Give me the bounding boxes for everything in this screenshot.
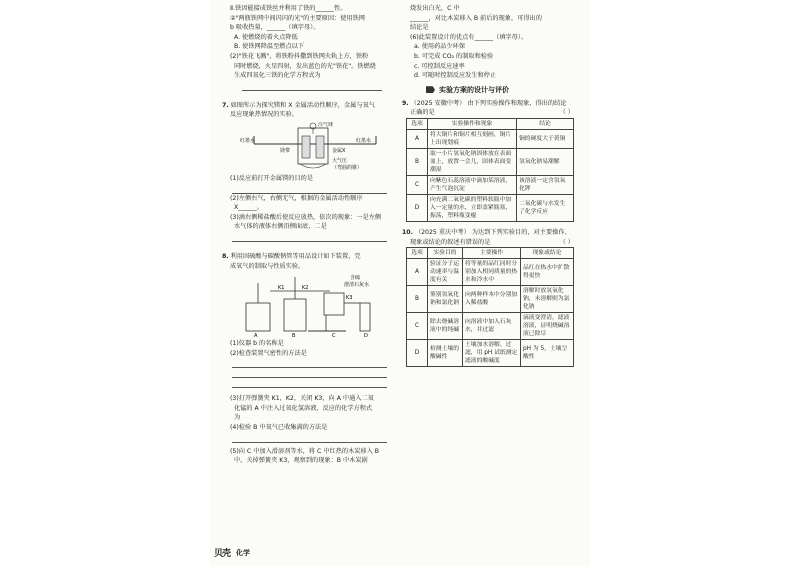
q8-cont-line: 烧发出白光，C 中	[410, 5, 460, 12]
table-header: 实验目的	[428, 248, 463, 259]
table-cell: 除去烧碱溶液中的纯碱	[428, 313, 463, 340]
table-cell: 二氧化碳与水发生了化学反应	[517, 194, 574, 221]
q9-number: 9.	[402, 99, 409, 107]
table-row	[407, 148, 574, 175]
diagram-label: 澄清石灰水	[344, 282, 370, 289]
q8-part5-line: (5)向 C 中加入滑溶剂等水，将 C 中红热的木炭移入 B	[230, 447, 380, 455]
q7-part1: (1)反应前打开金属镁的目的是	[230, 174, 314, 182]
diagram-label: 红墨水	[356, 137, 372, 144]
answer-line[interactable]	[232, 368, 387, 378]
table-cell: C	[407, 313, 428, 340]
q8-part3-line: 为	[234, 414, 241, 422]
answer-line[interactable]	[232, 358, 387, 368]
q6-part2-line: 生成四氧化三铁的化学方程式为	[234, 72, 321, 80]
diagram-label: （弯曲的锥）	[332, 164, 363, 171]
answer-line[interactable]	[232, 378, 387, 388]
answer-line[interactable]	[232, 232, 387, 242]
table-row	[407, 286, 574, 313]
table-row	[407, 313, 574, 340]
q8-line	[222, 252, 398, 262]
table-cell: D	[407, 340, 428, 367]
table-cell: 验证分子运动速率与温度有关	[428, 259, 463, 286]
diagram-label: 大气压	[332, 157, 348, 164]
table-cell: 向溶液中加入石灰水，并过滤	[463, 313, 521, 340]
q7-part3-line: 水气体的液体右侧沿侧面底，二是	[234, 223, 327, 231]
q8-part6: (6)此装置设计的优点有______（填字母）。	[410, 33, 528, 41]
q9-source: （2025 安徽中考）	[410, 99, 466, 107]
q8-apparatus-diagram	[240, 273, 390, 337]
q8-part3-line: (3)打开弹簧夹 K1，K2，关闭 K3，向 A 中通入二氧	[230, 395, 374, 403]
diagram-label: K3	[346, 295, 353, 302]
table-cell: B	[407, 148, 428, 175]
answer-line[interactable]	[232, 433, 387, 443]
q8-part2: (2)检查装置气密性的方法是	[230, 349, 307, 357]
q7-number: 7.	[222, 101, 229, 109]
table-cell: D	[407, 194, 428, 221]
q6-line: Ⅱ.铁因能接成铁丝并利用了铁的______性。	[230, 5, 347, 12]
section-heading	[426, 85, 580, 95]
diagram-label: K1	[278, 285, 285, 292]
table-cell: 鉴别氢氧化钠和氯化钠	[428, 286, 463, 313]
table-header: 主要操作	[463, 248, 521, 259]
q7-line	[222, 101, 398, 111]
q10-source: （2025 重庆中考）	[414, 228, 470, 236]
table-row	[407, 129, 574, 148]
left-column	[222, 4, 398, 466]
diagram-label: 金属X	[332, 147, 346, 154]
q8-part5-line: 中，关掉弹簧夹 K3，观察到的现象：B 中木炭剧	[234, 457, 368, 465]
table-cell: A	[407, 259, 428, 286]
section-title: 实验方案的设计与评价	[439, 85, 509, 94]
table-header-row	[407, 118, 574, 129]
table-cell: 向紫色石蕊溶液中滴加某溶液，产生气泡沉淀	[428, 175, 517, 194]
table-header: 实验操作和现象	[428, 118, 517, 129]
q9-stem-end: 正确的是	[410, 109, 435, 117]
publisher-logo: 贝壳	[214, 549, 231, 559]
answer-parentheses[interactable]: （ ）	[559, 238, 574, 246]
table-cell: 将等量的品红同时分别加入相同质量的热水和冷水中	[463, 259, 521, 286]
q8-part3-line: 化锰的 A 中注入过氧化氢溶液，反应的化学方程式	[234, 404, 373, 412]
q10-stem: 为达到下列实验目的，对主要操作、	[471, 228, 571, 236]
answer-line[interactable]	[232, 184, 387, 194]
table-row	[407, 194, 574, 221]
arrow-icon	[426, 86, 435, 93]
q6-part2-line: (2)"铁花飞溅"，将铁粉抖撒到铁网火轨上方，铁粉	[230, 52, 369, 60]
right-column	[402, 4, 580, 367]
q8-number: 8.	[222, 252, 229, 260]
q10-number: 10.	[402, 228, 413, 236]
q10-line	[402, 228, 580, 238]
page-footer	[214, 546, 304, 559]
diagram-label: 红墨水	[240, 137, 256, 144]
q8-part1: (1)仪器 b 的名称是	[230, 340, 284, 348]
diagram-label: A	[254, 333, 258, 338]
table-cell: 溶解时放氢氧化钠，未溶解则为氯化钠	[521, 286, 574, 313]
table-cell: B	[407, 286, 428, 313]
q6-line: b 吸收热量，______（填字母）。	[230, 24, 320, 32]
table-cell: 检测土壤的酸碱性	[428, 340, 463, 367]
q8-stem: 利用固硫酸与碳酸钠管等用品设计如下装置，完	[230, 252, 361, 260]
diagram-label: 含硫	[350, 275, 361, 282]
q10-stem-line	[402, 238, 580, 248]
diagram-label: 注气球	[318, 121, 334, 128]
table-cell: 品红在热水中扩散得更快	[521, 259, 574, 286]
q6-option-b: B. 使铁网降温至燃点以下	[234, 43, 305, 51]
diagram-label: D	[364, 333, 368, 338]
subject-label: 化学	[236, 548, 251, 557]
q9-line	[402, 99, 580, 109]
table-cell: A	[407, 129, 428, 148]
table-cell: pH 为 5，土壤呈酸性	[521, 340, 574, 367]
table-cell: 滴液变澄清，滤液溶液，证明烧碱溶液已除尽	[521, 313, 574, 340]
q8-stem-line: 成氧气的制取与性质实验。	[230, 262, 305, 270]
table-cell: 向两种样本中分别加入稀盐酸	[463, 286, 521, 313]
q6-option-a: A. 使燃烧的着火点降低	[234, 33, 298, 41]
q8-cont-line: 结论是	[410, 24, 429, 32]
q6-line: ②"两瓶铁网中间闪闪的光"的主要原因：使用铁网	[230, 14, 365, 22]
table-cell: 将大铜片和铜片相互刻画，铜片上出现划痕	[428, 129, 517, 148]
q8-part4: (4)检验 B 中氧气已收集满的方法是	[230, 424, 328, 432]
q9-stem-line	[402, 108, 580, 118]
q10-table	[406, 247, 574, 367]
q10-stem-end: 现象或结论的叙述有错误的是	[410, 238, 491, 246]
q9-stem: 由下列实验操作和现象，得出的结论	[467, 99, 567, 107]
table-cell: C	[407, 175, 428, 194]
answer-line[interactable]	[242, 81, 382, 91]
table-cell: 取一小片氢氧化钠固体放在表面皿上，放置一会儿，固体表面变潮湿	[428, 148, 517, 175]
table-header-row	[407, 248, 574, 259]
q7-stem: 如图所示为探究镁和 X 金属活动性顺序，金属与氧气	[230, 101, 375, 109]
table-cell: 土壤加水溶解、过滤，用 pH 试纸测定滤液的酸碱度	[463, 340, 521, 367]
q7-stem-line: 反应现象热情况的实验。	[230, 111, 299, 119]
table-header: 结论	[517, 118, 574, 129]
table-cell: 氢氧化钠易潮解	[517, 148, 574, 175]
table-cell: 铜的硬度大于黄铜	[517, 129, 574, 148]
diagram-label: B	[292, 333, 296, 338]
q6-part2-line: 同时燃烧，火星四射，发出蓝色的光"铁花"。铁燃烧	[234, 62, 376, 70]
q9-table	[406, 118, 574, 222]
table-cell: 该溶液一定含氢氧化钾	[517, 175, 574, 194]
diagram-label: C	[332, 333, 336, 338]
q7-part3-line: (3)滴右侧稀盐酸后使反应放热，依次的现象：一是左侧	[230, 213, 382, 221]
answer-parentheses[interactable]: （ ）	[559, 109, 574, 117]
table-header: 选项	[407, 118, 428, 129]
q8-option-a: a. 使用药品少环保	[414, 43, 466, 51]
q7-part2-line: (2)左侧右气，右侧无气，根据的金属活动性顺序	[230, 194, 363, 202]
table-header: 选项	[407, 248, 428, 259]
table-header: 现象或结论	[521, 248, 574, 259]
q7-part2-line: X______。	[234, 204, 263, 212]
q8-option-d: d. 可随时控制反应发生和停止	[414, 72, 497, 80]
table-row	[407, 175, 574, 194]
q8-option-c: c. 可控制反应速率	[414, 62, 465, 70]
table-cell: 向充满二氧化碳的塑料软瓶中加入一定量的水，立即盖紧瓶塞，振荡，塑料瓶变瘪	[428, 194, 517, 221]
diagram-label: K2	[302, 285, 309, 292]
table-row	[407, 259, 574, 286]
q8-option-b: b. 可完成 CO₂ 的制取和检验	[414, 52, 494, 60]
table-row	[407, 340, 574, 367]
q8-cont-line: ______，对比木炭移入 B 前后的现象，可得出的	[410, 14, 542, 22]
diagram-label: 镁带	[280, 147, 291, 154]
q7-apparatus-diagram	[240, 122, 390, 172]
